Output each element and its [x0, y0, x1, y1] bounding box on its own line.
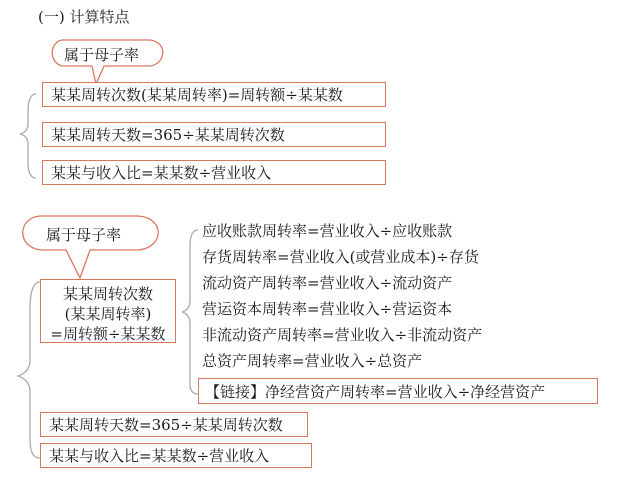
revenue-ratio-box-2 — [40, 443, 312, 468]
turnover-box-1 — [42, 82, 386, 107]
turnover-days-box-2 — [40, 412, 308, 437]
bubble-1-label: 属于母子率 — [64, 46, 140, 64]
turnover-main-box — [40, 279, 176, 343]
turnover-main-line1: 某某周转次数 — [62, 285, 153, 303]
revenue-ratio-box-1 — [42, 160, 386, 185]
turnover-days-box-2-text: 某某周转天数=365÷某某周转次数 — [49, 416, 283, 434]
revenue-ratio-box-1-text: 某某与收入比=某某数÷营业收入 — [51, 164, 272, 182]
revenue-ratio-box-2-text: 某某与收入比=某某数÷营业收入 — [49, 447, 270, 465]
brace-2 — [18, 282, 40, 458]
turnover-main-line3: =周转额÷某某数 — [50, 325, 166, 343]
link-item-text: 【链接】净经营资产周转率=营业收入÷净经营资产 — [205, 382, 546, 401]
bubble-2-label: 属于母子率 — [46, 226, 122, 244]
turnover-days-box-1-text: 某某周转天数=365÷某某周转次数 — [51, 126, 285, 144]
item-noncurrent-assets: 非流动资产周转率=营业收入÷非流动资产 — [202, 326, 483, 344]
item-working-capital: 营运资本周转率=营业收入÷营运资本 — [202, 300, 453, 318]
item-receivables: 应收账款周转率=营业收入÷应收账款 — [202, 222, 453, 240]
turnover-box-1-text: 某某周转次数(某某周转率)=周转额÷某某数 — [51, 86, 343, 104]
brace-3 — [182, 230, 198, 394]
section-heading: (一) 计算特点 — [38, 8, 130, 26]
brace-1 — [20, 94, 36, 178]
turnover-main-line2: (某某周转率) — [64, 305, 152, 323]
link-item-box — [198, 378, 598, 404]
turnover-days-box-1 — [42, 122, 386, 147]
item-current-assets: 流动资产周转率=营业收入÷流动资产 — [202, 274, 453, 292]
item-inventory: 存货周转率=营业收入(或营业成本)÷存货 — [202, 248, 479, 266]
item-total-assets: 总资产周转率=营业收入÷总资产 — [202, 352, 423, 370]
